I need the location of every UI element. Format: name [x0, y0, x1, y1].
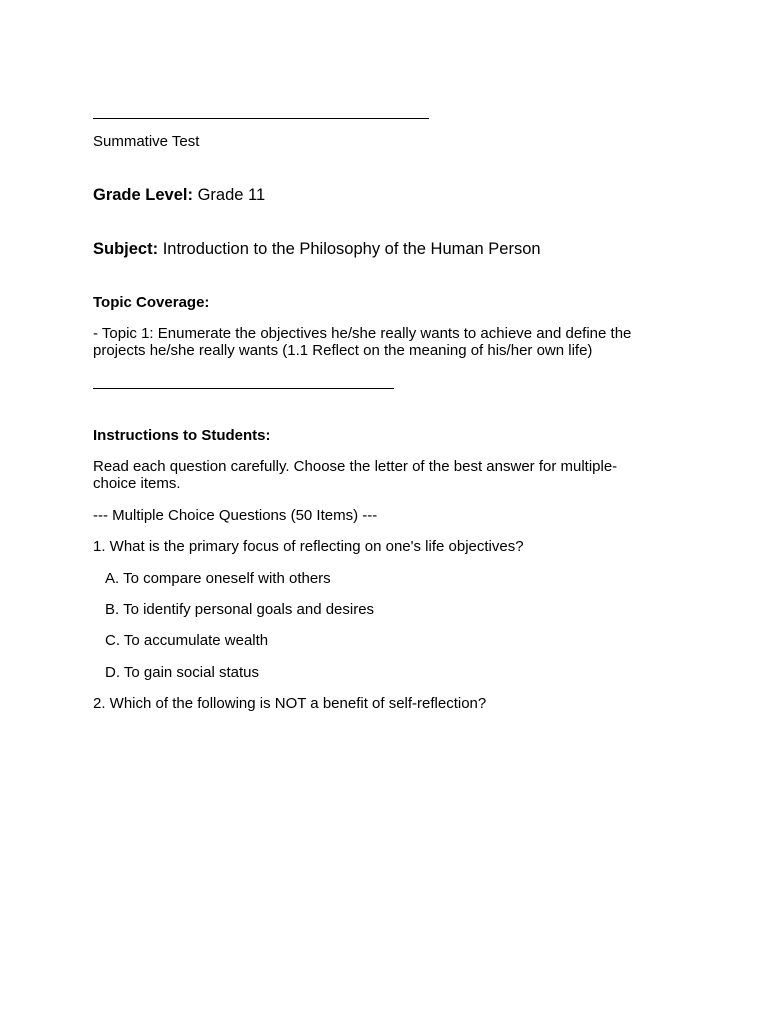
- grade-level-row: [93, 186, 265, 205]
- subject-value: Introduction to the Philosophy of the Human Person: [162, 240, 541, 258]
- document-title: Summative Test: [93, 133, 200, 150]
- instructions-heading: Instructions to Students:: [93, 427, 271, 444]
- top-divider-line: [93, 118, 429, 119]
- subject-label: Subject:: [93, 240, 159, 258]
- question-1-text: 1. What is the primary focus of reflecting on one's life objectives?: [93, 538, 524, 555]
- question-1-option-b: B. To identify personal goals and desires: [105, 601, 375, 618]
- section-divider-line: [93, 388, 394, 389]
- grade-level-label: Grade Level:: [93, 186, 193, 204]
- instructions-text: Read each question carefully. Choose the letter of the best answer for multiple-choice items.: [93, 458, 618, 492]
- question-2-text: 2. Which of the following is NOT a benefit of self-reflection?: [93, 695, 487, 712]
- question-1-option-c: C. To accumulate wealth: [105, 632, 269, 649]
- subject-row: [93, 240, 541, 259]
- topic-coverage-heading: Topic Coverage:: [93, 294, 210, 311]
- question-1-option-a: A. To compare oneself with others: [105, 570, 331, 587]
- grade-level-value: Grade 11: [197, 186, 266, 204]
- topic-coverage-text: - Topic 1: Enumerate the objectives he/she really wants to achieve and define the projects he/she really wants (1.1 Reflect on the meaning of his/her own life): [93, 325, 632, 359]
- section-heading: --- Multiple Choice Questions (50 Items) ---: [93, 507, 378, 524]
- question-1-option-d: D. To gain social status: [105, 664, 259, 681]
